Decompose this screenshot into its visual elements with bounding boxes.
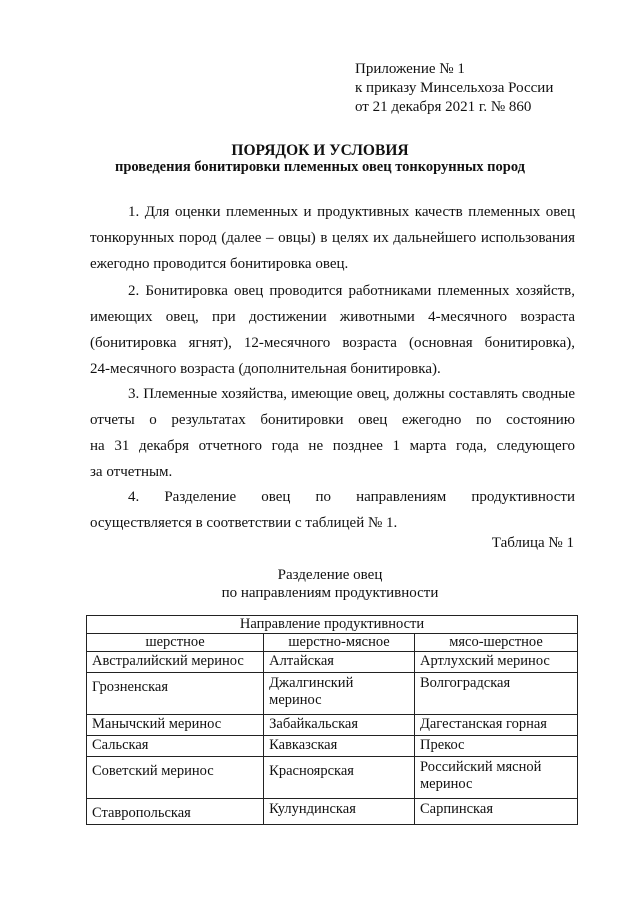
annex-line-2: к приказу Минсельхоза России xyxy=(355,80,554,96)
column-header-meat-wool: мясо-шерстное xyxy=(414,634,577,652)
table-group-header: Направление продуктивности xyxy=(87,616,578,634)
table-cell: Дагестанская горная xyxy=(414,715,577,736)
table-cell: Забайкальская xyxy=(264,715,415,736)
table-cell: Красноярская xyxy=(264,757,415,799)
breeds-table xyxy=(86,615,578,825)
table-row xyxy=(87,652,578,673)
paragraph-1-line-3: ежегодно проводится бонитировка овец. xyxy=(90,256,349,272)
paragraph-3-line-4: за отчетным. xyxy=(90,464,173,480)
table-row xyxy=(87,757,578,799)
table-cell: Манычский меринос xyxy=(87,715,264,736)
paragraph-2-line-3: (бонитировка ягнят), 12-месячного возраста (основная бонитировка), xyxy=(90,335,575,351)
paragraph-1-line-2: тонкорунных пород (далее – овцы) в целях их дальнейшего использования xyxy=(90,230,575,246)
paragraph-4-line-2: осуществляется в соответствии с таблицей № 1. xyxy=(90,515,398,531)
paragraph-3-line-2: отчеты о результатах бонитировки овец ежегодно по состоянию xyxy=(90,412,575,428)
table-cell: Австралийский меринос xyxy=(87,652,264,673)
table-cell: Джалгинский меринос xyxy=(264,673,415,715)
table-cell: Советский меринос xyxy=(87,757,264,799)
document-subtitle: проведения бонитировки племенных овец тонкорунных пород xyxy=(114,159,526,175)
table-cell: Сарпинская xyxy=(414,799,577,825)
table-cell: Российский мясной меринос xyxy=(414,757,577,799)
paragraph-3-line-1: 3. Племенные хозяйства, имеющие овец, должны составлять сводные xyxy=(128,386,575,402)
paragraph-4 xyxy=(90,484,575,536)
table-cell: Кавказская xyxy=(264,736,415,757)
table-row xyxy=(87,736,578,757)
document-title: ПОРЯДОК И УСЛОВИЯ xyxy=(231,142,409,159)
paragraph-2 xyxy=(90,278,575,382)
paragraph-3 xyxy=(90,381,575,485)
paragraph-1-line-1: 1. Для оценки племенных и продуктивных качеств племенных овец xyxy=(128,204,575,220)
paragraph-3-line-3: на 31 декабря отчетного года не позднее 1 марта года, следующего xyxy=(90,438,575,454)
table-cell: Артлухский меринос xyxy=(414,652,577,673)
table-cell: Алтайская xyxy=(264,652,415,673)
paragraph-2-line-4: 24-месячного возраста (дополнительная бонитировка). xyxy=(90,361,441,377)
annex-line-3: от 21 декабря 2021 г. № 860 xyxy=(355,99,532,115)
table-label: Таблица № 1 xyxy=(491,535,574,551)
table-cell: Кулундинская xyxy=(264,799,415,825)
table-row xyxy=(87,715,578,736)
table-cell: Грозненская xyxy=(87,673,264,715)
table-cell: Волгоградская xyxy=(414,673,577,715)
paragraph-2-line-2: имеющих овец, при достижении животными 4-месячного возраста xyxy=(90,309,575,325)
table-caption-line-2: по направлениям продуктивности xyxy=(221,585,439,601)
paragraph-4-line-1: 4. Разделение овец по направлениям продуктивности xyxy=(128,489,575,505)
table-cell: Ставропольская xyxy=(87,799,264,825)
annex-block xyxy=(355,60,553,117)
table-row xyxy=(87,799,578,825)
column-header-wool: шерстное xyxy=(87,634,264,652)
table-cell: Прекос xyxy=(414,736,577,757)
table-caption-line-1: Разделение овец xyxy=(277,567,383,583)
paragraph-2-line-1: 2. Бонитировка овец проводится работниками племенных хозяйств, xyxy=(128,283,575,299)
table-row xyxy=(87,673,578,715)
column-header-wool-meat: шерстно-мясное xyxy=(264,634,415,652)
paragraph-1 xyxy=(90,199,575,277)
table-cell: Сальская xyxy=(87,736,264,757)
annex-line-1: Приложение № 1 xyxy=(355,61,465,77)
